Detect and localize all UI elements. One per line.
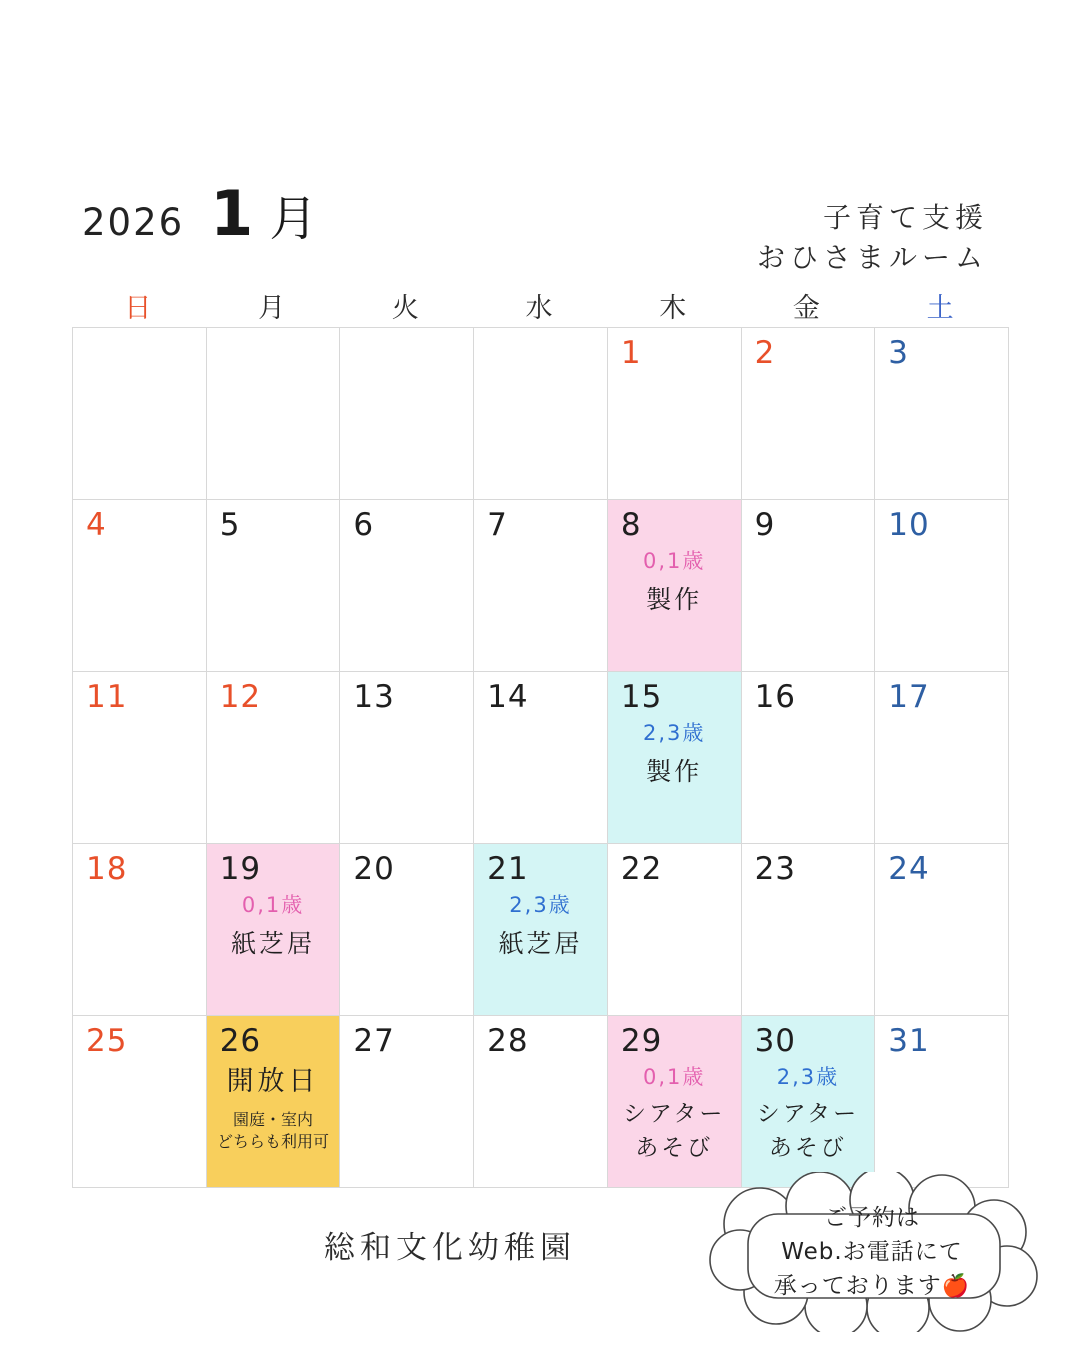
day-cell-7[interactable] [474,500,608,672]
event-activity-label: 紙芝居 [498,929,583,959]
month-kanji: 月 [269,191,318,247]
day-number: 15 [620,679,663,715]
day-number: 26 [219,1023,262,1059]
event-block [608,1062,741,1165]
day-cell-15[interactable] [608,672,742,844]
event-age-label: 2,3歳 [776,1065,840,1089]
reservation-bubble [702,1172,1042,1332]
day-number: 22 [620,851,663,887]
day-cell-21[interactable] [474,844,608,1016]
room-heading [757,198,988,278]
day-number: 13 [353,679,395,715]
day-number: 25 [86,1023,128,1059]
day-cell-9[interactable] [742,500,876,672]
calendar-grid [72,327,1009,1188]
day-number: 4 [86,507,107,543]
day-number: 11 [86,679,128,715]
day-cell-17[interactable] [875,672,1009,844]
day-number: 12 [219,679,262,715]
day-cell-14[interactable] [474,672,608,844]
day-cell-1[interactable] [608,328,742,500]
room-heading-line2: おひさまルーム [756,240,988,274]
day-number: 28 [487,1023,529,1059]
event-block [207,890,340,963]
day-number: 7 [487,507,508,543]
day-cell-23[interactable] [742,844,876,1016]
day-number: 31 [888,1023,930,1059]
school-name-text: 総和文化幼稚園 [324,1230,576,1266]
day-cell-26[interactable] [207,1016,341,1188]
day-cell-4[interactable] [73,500,207,672]
weekday-tue: 火 [391,293,421,324]
day-cell-27[interactable] [340,1016,474,1188]
reservation-bubble-text [702,1172,1042,1332]
event-activity-label: あそび [635,1134,714,1161]
year-label: 2026 [82,201,185,244]
event-activity-label: 製作 [646,757,703,787]
event-activity-label: あそび [768,1134,847,1161]
day-cell-30[interactable] [742,1016,876,1188]
day-cell-11[interactable] [73,672,207,844]
event-block [207,1062,340,1152]
day-cell-10[interactable] [875,500,1009,672]
day-number: 3 [888,335,910,371]
day-number: 14 [487,679,529,715]
event-note: 園庭・室内 どちらも利用可 [217,1110,330,1151]
day-cell-16[interactable] [742,672,876,844]
day-cell-29[interactable] [608,1016,742,1188]
event-open-title: 開放日 [226,1066,320,1097]
day-number: 27 [353,1023,395,1059]
day-cell-20[interactable] [340,844,474,1016]
day-cell-empty [474,328,608,500]
day-cell-25[interactable] [73,1016,207,1188]
day-cell-6[interactable] [340,500,474,672]
month-number: 1 [210,177,254,250]
event-block [474,890,607,963]
event-age-label: 0,1歳 [643,549,706,573]
bubble-line-3 [774,1269,970,1304]
event-age-label: 2,3歳 [509,893,572,917]
weekday-sun: 日 [124,293,154,324]
day-cell-24[interactable] [875,844,1009,1016]
day-cell-2[interactable] [742,328,876,500]
event-activity-label: シアター [623,1101,726,1128]
event-age-label: 0,1歳 [643,1065,706,1089]
event-activity-label: 紙芝居 [231,929,316,959]
event-block [608,718,741,791]
day-number: 23 [754,851,797,887]
day-cell-8[interactable] [608,500,742,672]
day-cell-18[interactable] [73,844,207,1016]
event-activity-label: シアター [756,1101,860,1128]
event-block [742,1062,875,1165]
day-cell-19[interactable] [207,844,341,1016]
day-number: 5 [219,507,241,543]
bubble-line-1: ご予約は [824,1204,920,1231]
weekday-fri: 金 [792,293,822,324]
day-cell-empty [73,328,207,500]
day-cell-empty [207,328,341,500]
apple-icon: 🍎 [941,1273,971,1299]
day-cell-5[interactable] [207,500,341,672]
bubble-line-2: Web.お電話にて [781,1238,963,1265]
event-block [608,546,741,619]
weekday-mon: 月 [258,293,288,324]
day-number: 21 [487,851,529,887]
day-cell-31[interactable] [875,1016,1009,1188]
day-number: 20 [353,851,395,887]
day-number: 2 [754,335,776,371]
day-cell-12[interactable] [207,672,341,844]
day-number: 1 [620,335,642,371]
weekday-header-row [72,286,1008,325]
day-number: 24 [888,851,930,887]
calendar-title [82,177,318,250]
day-number: 9 [754,507,776,543]
day-number: 17 [888,679,930,715]
day-cell-13[interactable] [340,672,474,844]
day-number: 10 [888,507,930,543]
day-number: 29 [620,1023,663,1059]
event-age-label: 2,3歳 [643,721,706,745]
day-number: 8 [620,507,642,543]
room-heading-line1: 子育て支援 [822,201,988,234]
day-cell-3[interactable] [875,328,1009,500]
bubble-line-3-text: 承っております [773,1272,942,1299]
day-cell-28[interactable] [474,1016,608,1188]
day-cell-empty [340,328,474,500]
weekday-thu: 木 [659,293,689,324]
day-number: 18 [86,851,128,887]
event-age-label: 0,1歳 [241,893,305,917]
day-number: 19 [219,851,262,887]
calendar-header [0,177,1080,280]
event-activity-label: 製作 [646,585,703,615]
day-cell-22[interactable] [608,844,742,1016]
day-number: 6 [353,507,375,543]
day-number: 16 [754,679,797,715]
weekday-sat: 土 [926,293,956,324]
weekday-wed: 水 [525,293,555,324]
day-number: 30 [754,1023,797,1059]
